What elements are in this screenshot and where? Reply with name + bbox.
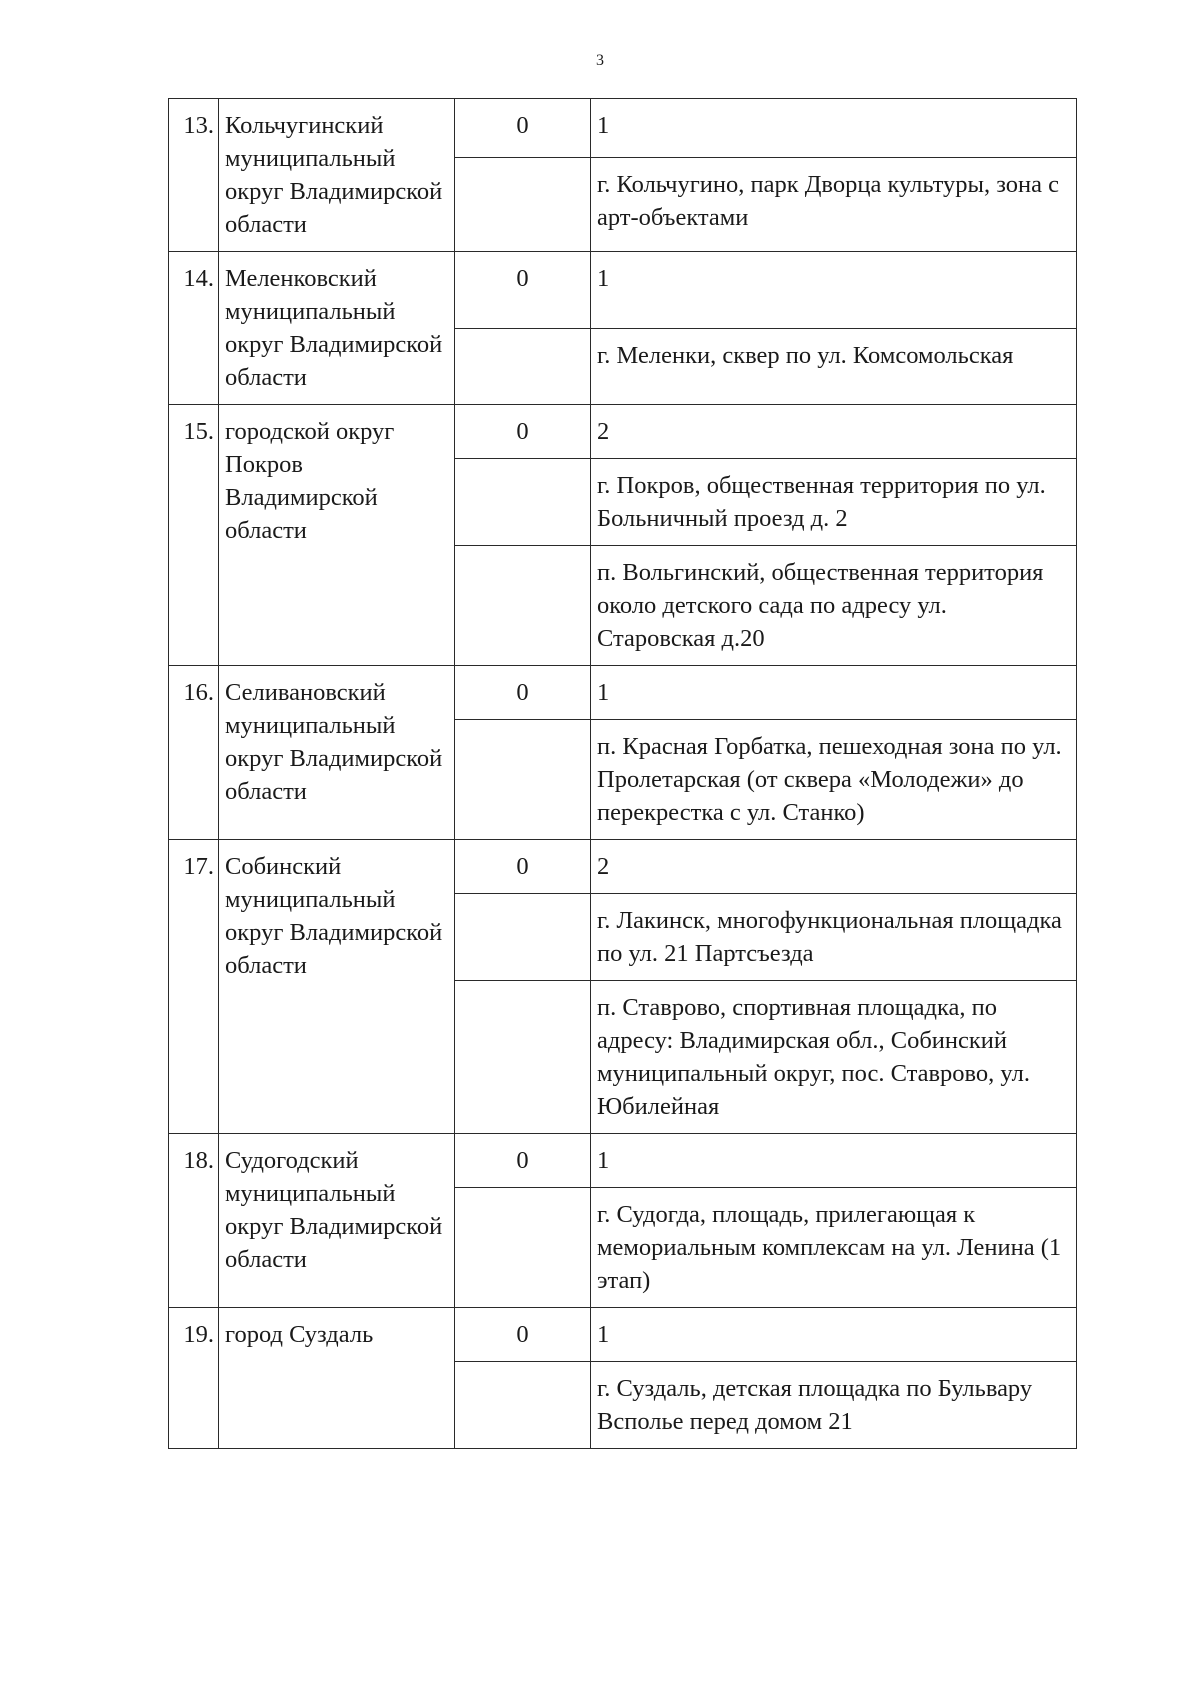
row-number: 13. [169,99,219,252]
location-description: г. Суздаль, детская площадка по Бульвару Всполье перед домом 21 [591,1362,1077,1449]
zero-value: 0 [455,1134,591,1188]
zero-value: 0 [455,405,591,459]
zero-value: 0 [455,99,591,158]
location-description: г. Лакинск, многофункциональная площадка по ул. 21 Партсъезда [591,894,1077,981]
row-number: 18. [169,1134,219,1308]
empty-cell [455,459,591,546]
zero-value: 0 [455,666,591,720]
empty-cell [455,328,591,405]
table-row [169,1308,1077,1362]
location-count: 1 [591,1134,1077,1188]
municipality-name: Судогодский муниципальный округ Владимирской области [219,1134,455,1308]
row-number: 14. [169,252,219,405]
zero-value: 0 [455,1308,591,1362]
empty-cell [455,894,591,981]
location-count: 1 [591,252,1077,329]
location-count: 1 [591,666,1077,720]
municipality-name: городской округ Покров Владимирской области [219,405,455,666]
municipality-name: Собинский муниципальный округ Владимирской области [219,840,455,1134]
table-row [169,252,1077,329]
row-number: 15. [169,405,219,666]
location-description: г. Покров, общественная территория по ул. Больничный проезд д. 2 [591,459,1077,546]
empty-cell [455,157,591,251]
municipality-name: Меленковский муниципальный округ Владимирской области [219,252,455,405]
table-row [169,840,1077,894]
location-count: 1 [591,99,1077,158]
page-number: 3 [596,52,604,69]
location-description: г. Кольчугино, парк Дворца культуры, зона с арт-объектами [591,157,1077,251]
location-description: п. Вольгинский, общественная территория около детского сада по адресу ул. Старовская д.20 [591,546,1077,666]
table-row [169,1134,1077,1188]
row-number: 16. [169,666,219,840]
empty-cell [455,720,591,840]
empty-cell [455,1188,591,1308]
empty-cell [455,981,591,1134]
municipalities-table [168,98,1077,1449]
empty-cell [455,1362,591,1449]
municipality-name: Селивановский муниципальный округ Владимирской области [219,666,455,840]
row-number: 17. [169,840,219,1134]
location-count: 1 [591,1308,1077,1362]
location-description: п. Красная Горбатка, пешеходная зона по ул. Пролетарская (от сквера «Молодежи» до перекрестка с ул. Станко) [591,720,1077,840]
row-number: 19. [169,1308,219,1449]
empty-cell [455,546,591,666]
location-description: п. Ставрово, спортивная площадка, по адресу: Владимирская обл., Собинский муниципальный округ, пос. Ставрово, ул. Юбилейная [591,981,1077,1134]
location-description: г. Меленки, сквер по ул. Комсомольская [591,328,1077,405]
table-row [169,99,1077,158]
location-count: 2 [591,840,1077,894]
table-row [169,666,1077,720]
zero-value: 0 [455,840,591,894]
municipality-name: город Суздаль [219,1308,455,1449]
municipality-name: Кольчугинский муниципальный округ Владимирской области [219,99,455,252]
location-description: г. Судогда, площадь, прилегающая к мемориальным комплексам на ул. Ленина (1 этап) [591,1188,1077,1308]
zero-value: 0 [455,252,591,329]
location-count: 2 [591,405,1077,459]
table-row [169,405,1077,459]
